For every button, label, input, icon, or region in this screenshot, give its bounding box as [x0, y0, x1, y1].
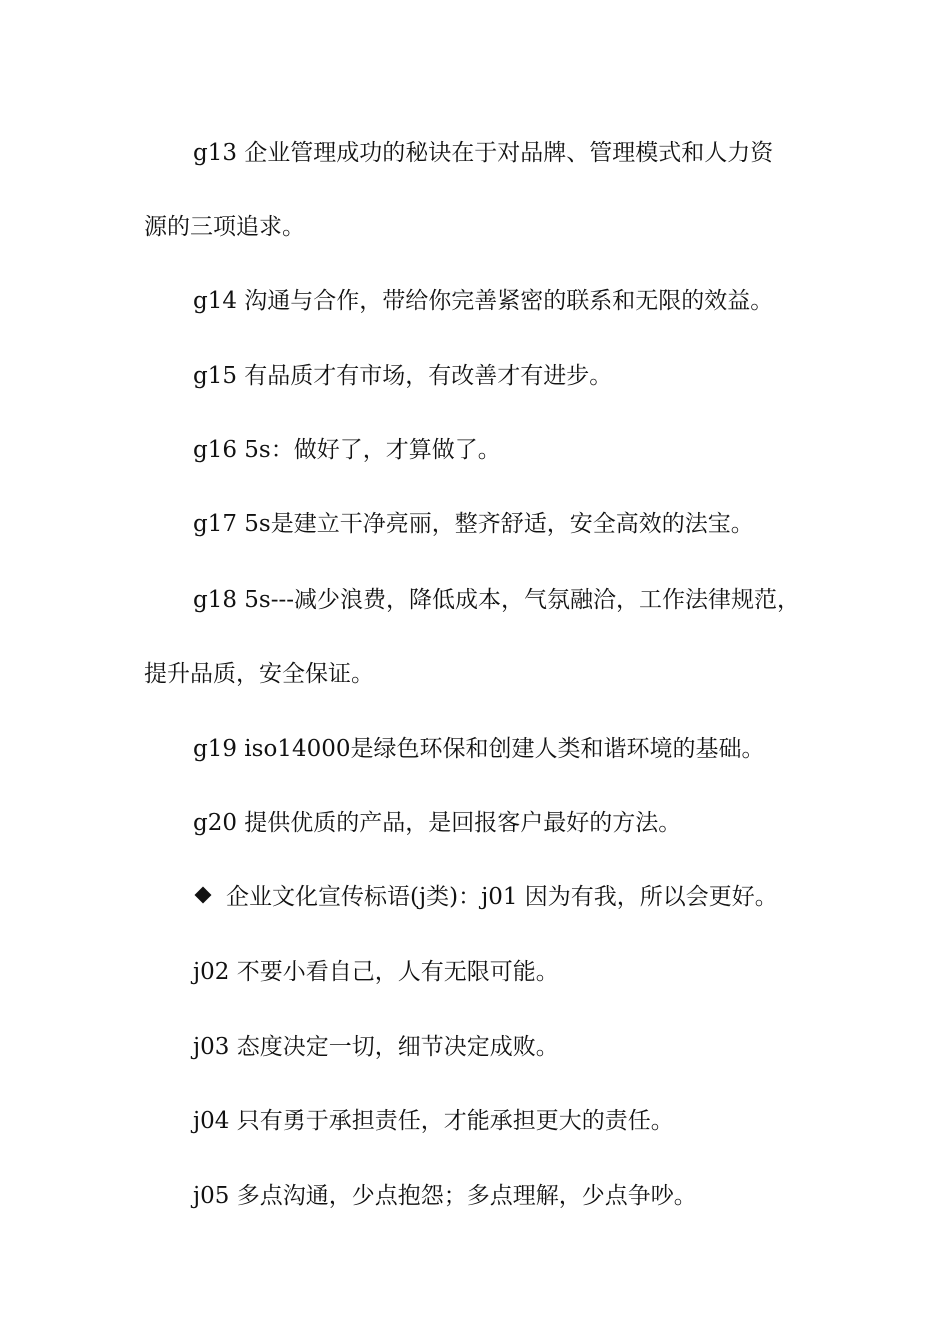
text-line-g18-continued: 提升品质，安全保证。	[144, 661, 374, 687]
text-line-g13: g13 企业管理成功的秘诀在于对品牌、管理模式和人力资	[193, 140, 774, 166]
text-line-g17: g17 5s是建立干净亮丽，整齐舒适，安全高效的法宝。	[193, 511, 754, 537]
text-line-j04: j04 只有勇于承担责任，才能承担更大的责任。	[193, 1108, 674, 1134]
text-line-g14: g14 沟通与合作，带给你完善紧密的联系和无限的效益。	[193, 288, 774, 314]
text-line-j03: j03 态度决定一切，细节决定成败。	[193, 1034, 559, 1060]
text-line-g16: g16 5s：做好了，才算做了。	[193, 437, 501, 463]
text-line-g18: g18 5s---减少浪费，降低成本，气氛融洽，工作法律规范，	[193, 587, 801, 613]
text-line-g19: g19 iso14000是绿色环保和创建人类和谐环境的基础。	[193, 736, 765, 762]
text-line-j05: j05 多点沟通，少点抱怨；多点理解，少点争吵。	[193, 1183, 697, 1209]
text-line-j02: j02 不要小看自己，人有无限可能。	[193, 959, 559, 985]
text-line-g20: g20 提供优质的产品，是回报客户最好的方法。	[193, 810, 682, 836]
diamond-bullet-icon	[195, 887, 212, 904]
section-heading-j	[144, 882, 883, 912]
text-line-g13-continued: 源的三项追求。	[144, 214, 305, 240]
section-heading-text: 企业文化宣传标语(j类)：j01 因为有我，所以会更好。	[226, 884, 778, 910]
text-line-g15: g15 有品质才有市场，有改善才有进步。	[193, 363, 613, 389]
